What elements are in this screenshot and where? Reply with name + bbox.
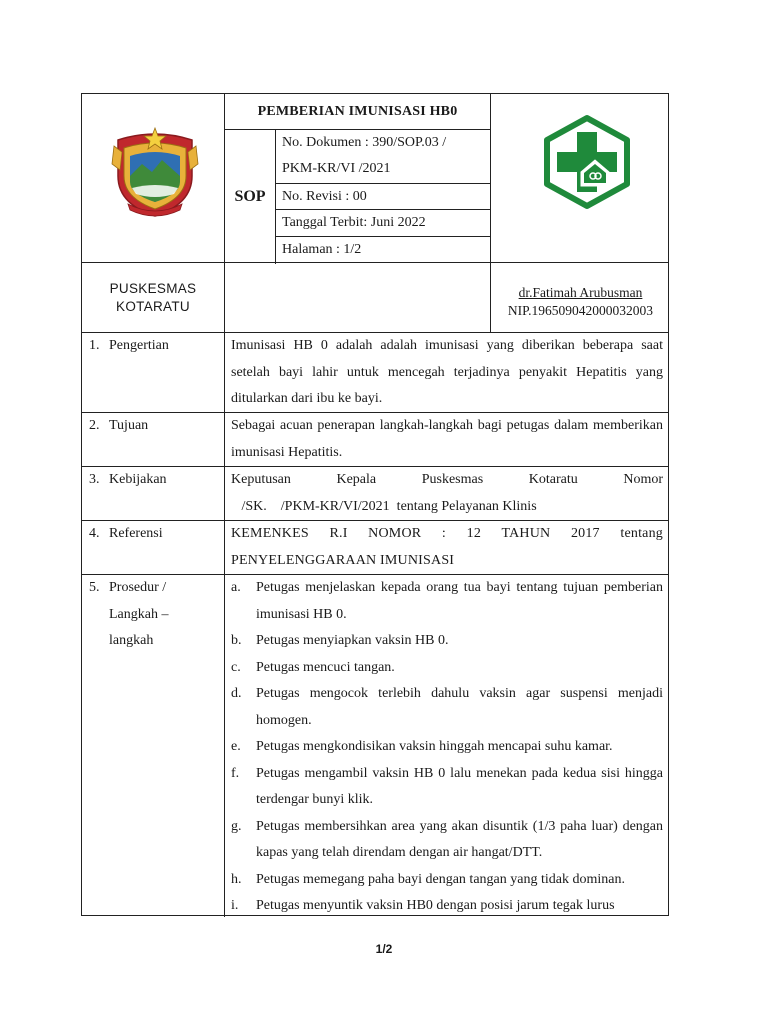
procedure-steps-list (231, 575, 663, 917)
org-signatory-row (81, 263, 669, 333)
step-text: Petugas menjelaskan kepada orang tua bayi tentang tujuan pemberian imunisasi HB 0. (256, 580, 663, 622)
sop-header-table (81, 93, 669, 263)
procedure-step (231, 893, 663, 917)
section-number: 5. (89, 580, 100, 595)
step-marker: h. (231, 871, 242, 887)
section-prosedur (82, 575, 668, 917)
section-referensi (82, 521, 668, 575)
step-text: Petugas mencuci tangan. (256, 659, 395, 675)
org-row-middle-empty (225, 263, 491, 332)
organization-line1: PUSKESMAS (109, 280, 197, 296)
step-marker: d. (231, 686, 242, 701)
procedure-step (231, 761, 663, 814)
step-marker: b. (231, 633, 242, 648)
step-text: Petugas menyuntik vaksin HB0 dengan posisi jarum tegak lurus (256, 898, 615, 913)
puskesmas-health-logo-icon (541, 114, 633, 210)
section-label (82, 575, 225, 917)
meta-no-revisi: No. Revisi : 00 (276, 184, 491, 210)
section-pengertian (82, 333, 668, 413)
step-marker: a. (231, 580, 241, 595)
section-title: Pengertian (109, 338, 169, 353)
kebijakan-line1: Keputusan Kepala Puskesmas Kotaratu Nomor (231, 472, 663, 487)
section-title-line2: Langkah – (109, 606, 169, 622)
procedure-step (231, 575, 663, 628)
section-number: 4. (89, 526, 100, 541)
step-marker: i. (231, 898, 239, 913)
left-logo-cell (82, 94, 225, 262)
step-text: Petugas membersihkan area yang akan disuntik (1/3 paha luar) dengan kapas yang telah direndam dengan air hangat/DTT. (256, 818, 663, 860)
procedure-step (231, 655, 663, 682)
kebijakan-line2: /SK. /PKM-KR/VI/2021 tentang Pelayanan Klinis (231, 498, 537, 514)
organization-name (82, 263, 225, 332)
referensi-line2: PENYELENGGARAAN IMUNISASI (231, 552, 455, 568)
right-logo-cell (491, 94, 670, 262)
step-text: Petugas mengambil vaksin HB 0 lalu menekan pada kedua sisi hingga terdengar bunyi klik. (256, 765, 663, 807)
section-title: Tujuan (109, 418, 149, 433)
procedure-step (231, 867, 663, 894)
section-title-line1: Prosedur / (109, 580, 167, 595)
regional-emblem-icon (110, 126, 200, 218)
section-body: Sebagai acuan penerapan langkah-langkah bagi petugas dalam memberikan imunisasi Hepatitis. (231, 418, 663, 460)
meta-no-dokumen-line1: No. Dokumen : 390/SOP.03 / (282, 135, 447, 150)
step-text: Petugas menyiapkan vaksin HB 0. (256, 633, 449, 648)
section-body (225, 467, 670, 520)
signatory-block (491, 263, 670, 332)
sop-content-table (81, 332, 669, 916)
section-label (82, 413, 225, 466)
section-title-line3: langkah (109, 633, 154, 648)
section-body (225, 521, 670, 574)
section-title: Referensi (109, 526, 163, 541)
procedure-step (231, 814, 663, 867)
section-label (82, 521, 225, 574)
document-meta (276, 130, 491, 264)
procedure-step (231, 734, 663, 761)
signatory-nip: NIP.196509042000032003 (507, 302, 654, 318)
section-title: Kebijakan (109, 472, 167, 487)
section-number: 1. (89, 338, 100, 353)
meta-tanggal-terbit: Tanggal Terbit: Juni 2022 (276, 210, 491, 237)
sop-label: SOP (225, 130, 276, 264)
step-marker: f. (231, 765, 240, 781)
procedure-step (231, 681, 663, 734)
section-number: 2. (89, 418, 100, 433)
step-marker: c. (231, 659, 241, 675)
step-text: Petugas mengocok terlebih dahulu vaksin agar suspensi menjadi homogen. (256, 686, 663, 728)
meta-no-dokumen (276, 130, 491, 184)
meta-no-dokumen-line2: PKM-KR/VI /2021 (282, 161, 391, 176)
section-kebijakan (82, 467, 668, 521)
step-text: Petugas memegang paha bayi dengan tangan yang tidak dominan. (256, 871, 625, 887)
section-body (225, 575, 668, 917)
header-middle-cell (225, 94, 491, 262)
section-title (109, 575, 209, 655)
section-label (82, 333, 225, 412)
step-marker: g. (231, 818, 242, 834)
referensi-line1: KEMENKES R.I NOMOR : 12 TAHUN 2017 tentang (231, 526, 663, 541)
page-number: 1/2 (375, 942, 393, 956)
section-label (82, 467, 225, 520)
document-title: PEMBERIAN IMUNISASI HB0 (225, 94, 490, 130)
section-tujuan (82, 413, 668, 467)
step-marker: e. (231, 739, 241, 754)
step-text: Petugas mengkondisikan vaksin hinggah mencapai suhu kamar. (256, 739, 613, 754)
section-number: 3. (89, 472, 100, 487)
organization-line2: KOTARATU (116, 298, 190, 314)
signatory-name: dr.Fatimah Arubusman (518, 284, 643, 300)
section-body: Imunisasi HB 0 adalah adalah imunisasi yang diberikan beberapa saat setelah bayi lahir untuk mencegah terjadinya penyakit Hepatitis yang ditularkan dari ibu ke bayi. (231, 338, 663, 406)
meta-halaman: Halaman : 1/2 (282, 242, 362, 257)
procedure-step (231, 628, 663, 655)
